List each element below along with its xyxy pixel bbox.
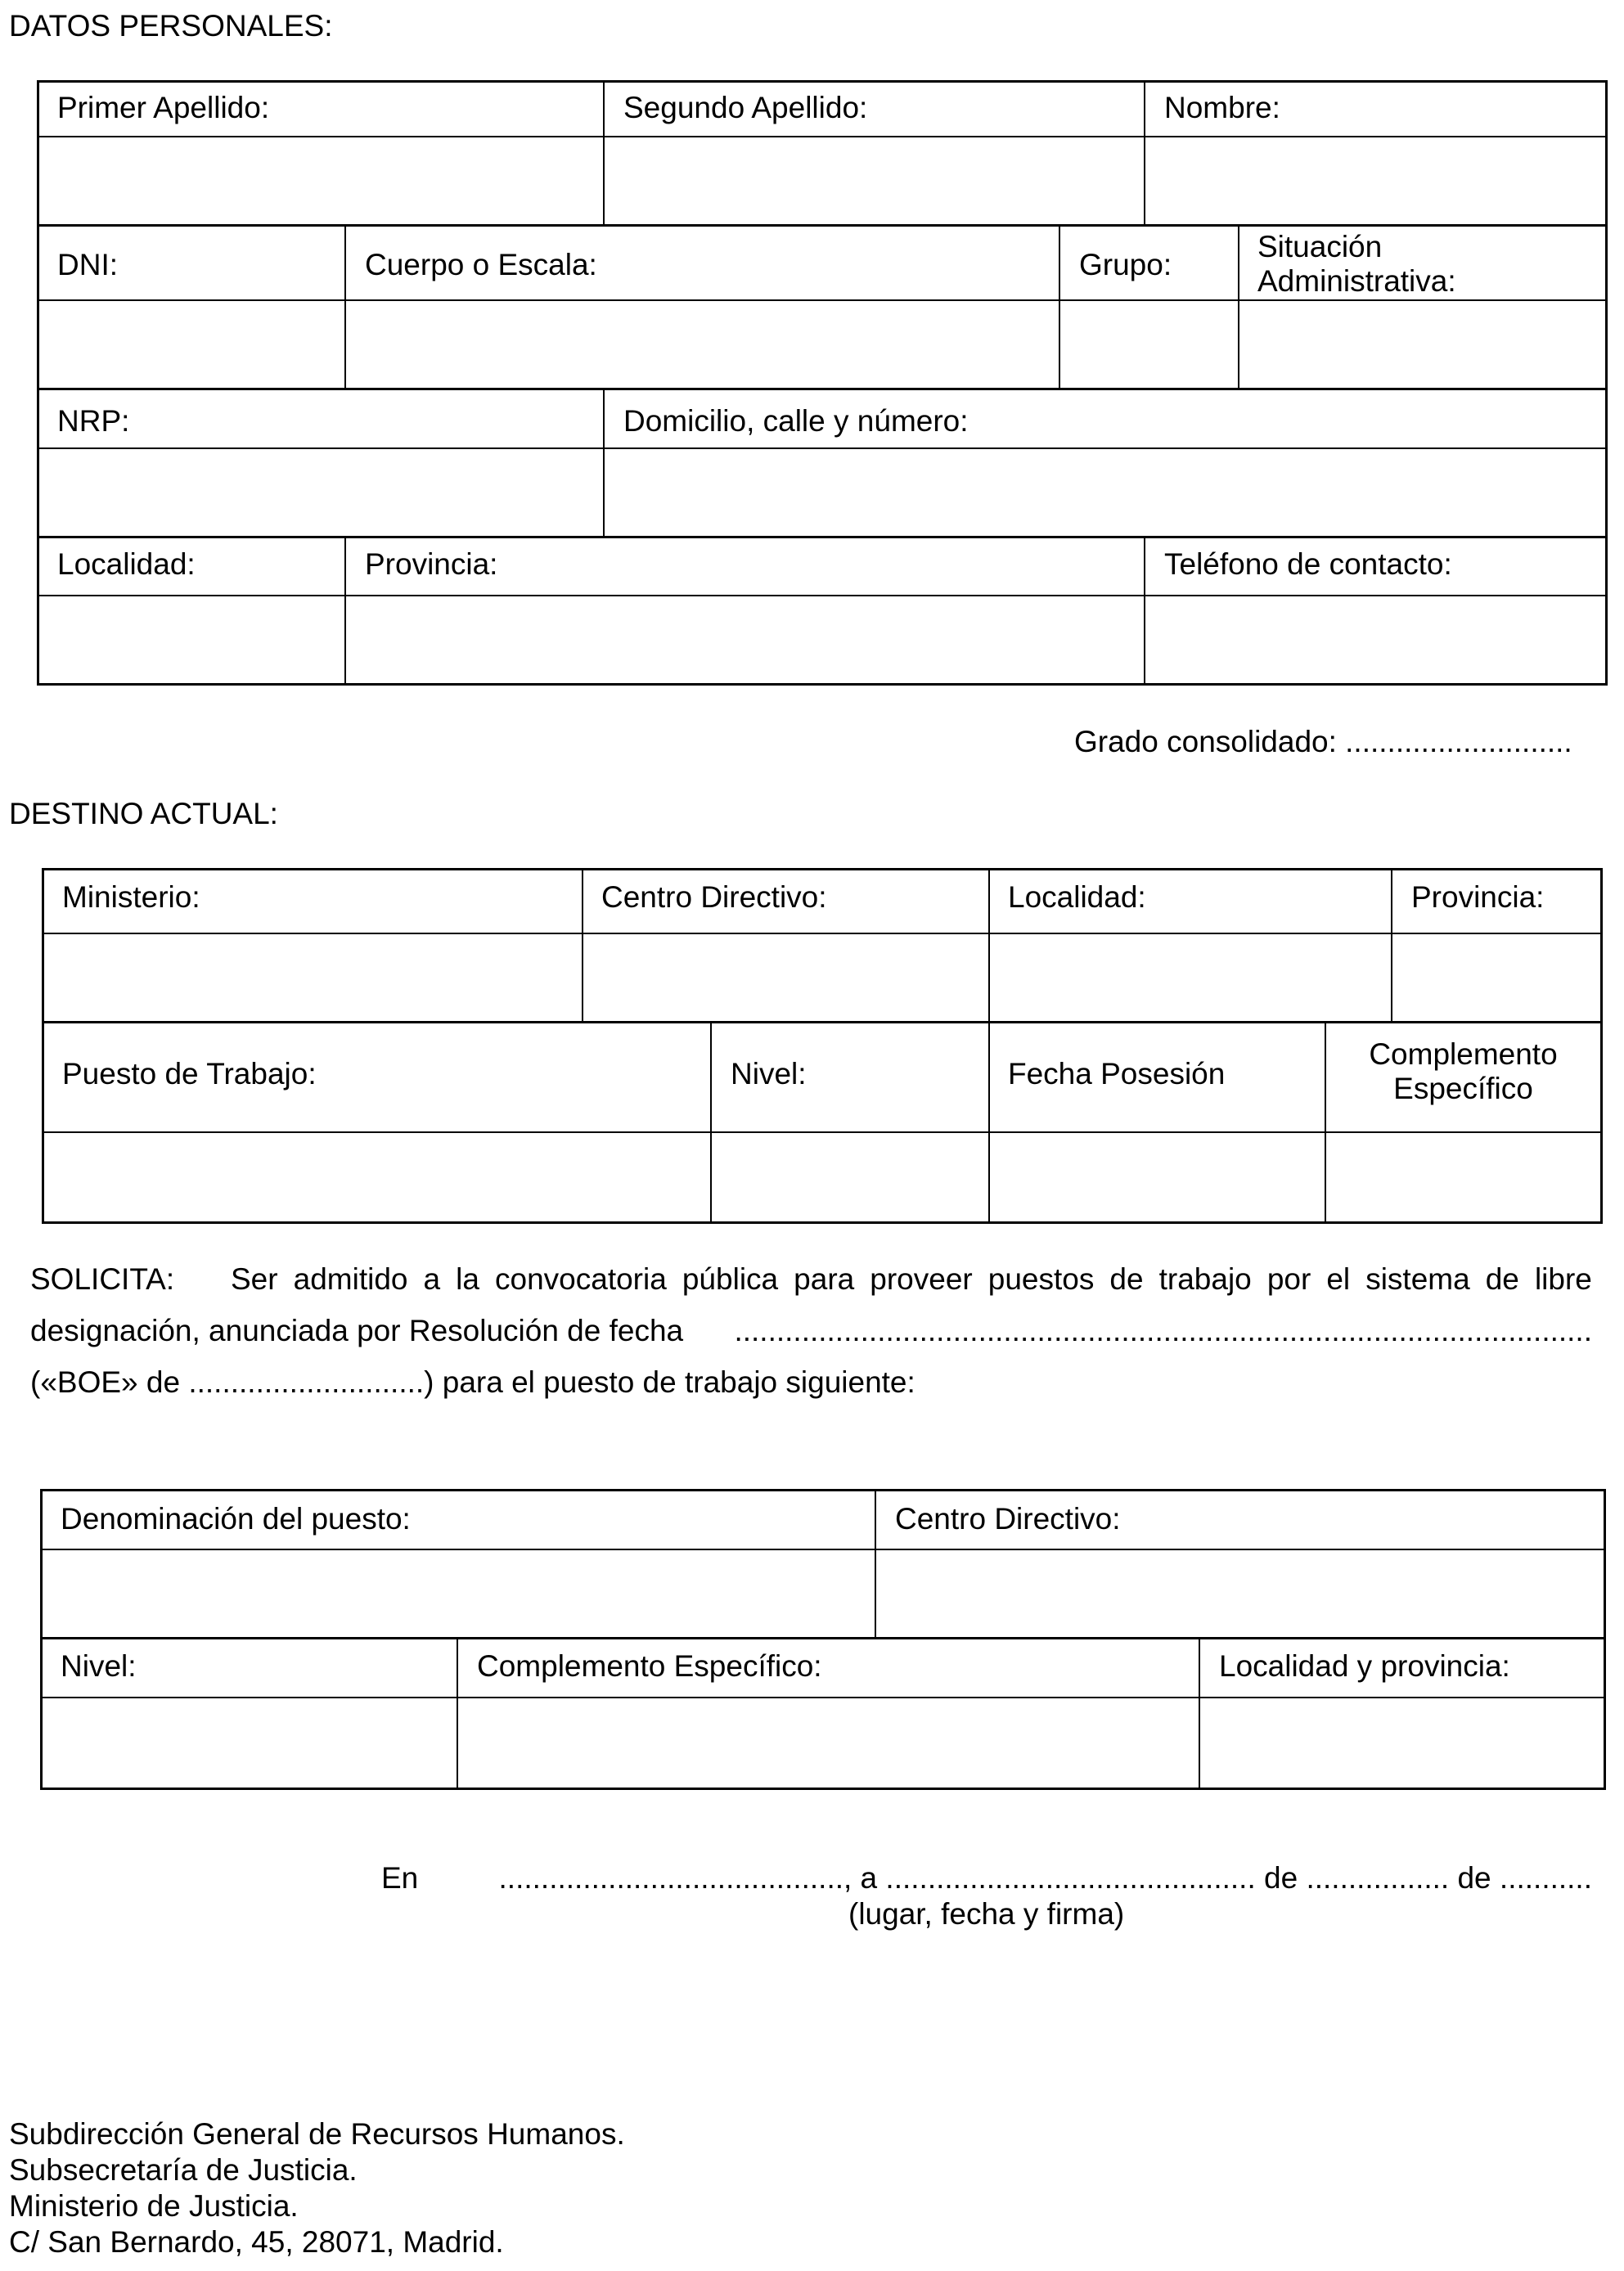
destino-localidad-label: Localidad: (1008, 880, 1146, 914)
denominacion-puesto-label: Denominación del puesto: (61, 1502, 411, 1536)
solicita-word: pública (682, 1262, 779, 1296)
address-line: C/ San Bernardo, 45, 28071, Madrid. (9, 2225, 504, 2259)
solicita-word: de (1485, 1262, 1519, 1296)
solicita-line-2-start: designación, anunciada por Resolución de fecha (30, 1314, 684, 1347)
solicita-word: sistema (1365, 1262, 1470, 1296)
solicita-word: Ser (231, 1262, 278, 1296)
puesto-nivel-label: Nivel: (61, 1649, 137, 1683)
nombre-label: Nombre: (1164, 91, 1280, 124)
solicita-word: la (456, 1262, 479, 1296)
solicita-line-3[interactable]: («BOE» de ............................) para el puesto de trabajo siguiente: (30, 1365, 915, 1399)
address-line: Subdirección General de Recursos Humanos. (9, 2117, 625, 2151)
denominacion-puesto-field[interactable] (43, 1550, 875, 1637)
destino-actual-heading: DESTINO ACTUAL: (9, 797, 278, 830)
complemento-label-line2: Específico (1393, 1072, 1533, 1105)
telefono-label: Teléfono de contacto: (1164, 547, 1452, 581)
nrp-label: NRP: (57, 404, 130, 438)
localidad-provincia-label: Localidad y provincia: (1219, 1649, 1510, 1683)
destino-provincia-label: Provincia: (1411, 880, 1545, 914)
primer-apellido-label: Primer Apellido: (57, 91, 270, 124)
address-line: Ministerio de Justicia. (9, 2189, 299, 2223)
address-block (9, 2116, 625, 2260)
cuerpo-escala-label: Cuerpo o Escala: (365, 248, 597, 281)
solicita-word: a (423, 1262, 441, 1296)
situacion-label-line2: Administrativa: (1257, 264, 1456, 298)
domicilio-label: Domicilio, calle y número: (623, 404, 969, 438)
resolucion-fecha-field[interactable]: ...................................................................................................... (734, 1314, 1592, 1347)
centro-directivo-label: Centro Directivo: (601, 880, 827, 914)
grado-consolidado[interactable]: Grado consolidado: ........................... (1074, 725, 1572, 758)
lugar-fecha-field[interactable]: ........................................., a ............................................ de ................. de ........... (498, 1861, 1592, 1895)
solicita-word: por (1266, 1262, 1311, 1296)
solicita-label: SOLICITA: (30, 1262, 175, 1296)
provincia-label: Provincia: (365, 547, 498, 581)
puesto-complemento-label: Complemento Específico: (477, 1649, 822, 1683)
situacion-label-line1: Situación (1257, 230, 1383, 263)
complemento-label-line1: Complemento (1369, 1037, 1558, 1071)
puesto-trabajo-label: Puesto de Trabajo: (62, 1057, 317, 1091)
segundo-apellido-label: Segundo Apellido: (623, 91, 868, 124)
solicita-word: puestos (987, 1262, 1095, 1296)
solicita-word: admitido (293, 1262, 408, 1296)
puesto-centro-directivo-label: Centro Directivo: (895, 1502, 1121, 1536)
ministerio-label: Ministerio: (62, 880, 200, 914)
localidad-label: Localidad: (57, 547, 196, 581)
solicita-word: proveer (870, 1262, 973, 1296)
fecha-posesion-label: Fecha Posesión (1008, 1057, 1226, 1091)
solicita-word: de (1109, 1262, 1144, 1296)
solicita-word: para (794, 1262, 855, 1296)
personal-data-heading: DATOS PERSONALES: (9, 9, 333, 43)
puesto-nivel-field[interactable] (43, 1698, 457, 1788)
firma-hint: (lugar, fecha y firma) (848, 1897, 1125, 1931)
puesto-centro-directivo-field[interactable] (876, 1550, 1604, 1637)
solicita-word: libre (1534, 1262, 1592, 1296)
grupo-label: Grupo: (1079, 248, 1172, 281)
solicita-word: el (1326, 1262, 1351, 1296)
address-line: Subsecretaría de Justicia. (9, 2153, 358, 2187)
solicita-word: trabajo (1158, 1262, 1252, 1296)
dni-label: DNI: (57, 248, 118, 281)
firma-en: En (381, 1861, 419, 1895)
nivel-label: Nivel: (731, 1057, 807, 1091)
puesto-complemento-field[interactable] (458, 1698, 1199, 1788)
localidad-provincia-field[interactable] (1200, 1698, 1604, 1788)
solicita-word: convocatoria (495, 1262, 667, 1296)
